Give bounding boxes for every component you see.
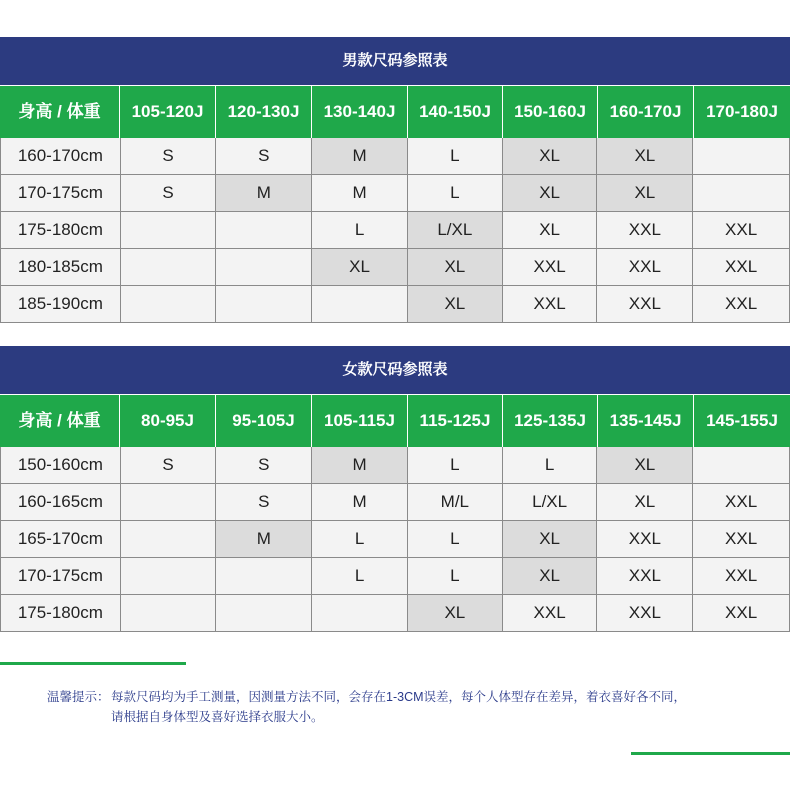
note-line-2: 请根据自身体型及喜好选择衣服大小。 [111,710,324,724]
men-header-cell: 120-130J [216,86,312,138]
table-cell: XL [408,249,503,285]
table-cell: XL [408,595,503,631]
table-cell: L [503,447,598,483]
table-cell [121,558,217,594]
table-cell: M [312,484,408,520]
table-cell [121,595,217,631]
table-cell: 160-165cm [1,484,121,520]
table-cell: 165-170cm [1,521,121,557]
table-cell: XXL [503,286,598,322]
men-size-table [0,37,790,323]
table-cell: L [408,521,503,557]
men-table-body [0,138,790,323]
table-cell: L [312,521,408,557]
table-cell: XXL [725,492,758,511]
table-cell [121,484,217,520]
table-cell [216,212,312,248]
table-cell [312,595,408,631]
table-cell [693,175,789,211]
table-row [1,138,789,175]
table-cell: 160-170cm [1,138,121,174]
table-cell [121,212,217,248]
table-cell: L/XL [503,484,598,520]
table-cell: XL [503,212,598,248]
table-cell: M/L [408,484,503,520]
women-header-cell: 135-145J [598,395,694,447]
table-cell: S [216,447,312,483]
men-table-header [0,86,790,138]
table-cell [216,249,312,285]
men-header-cell: 130-140J [312,86,408,138]
women-header-cell: 95-105J [216,395,312,447]
men-header-cell: 身高 / 体重 [0,86,120,138]
table-cell [121,286,217,322]
table-cell: XXL [597,249,693,285]
table-cell [216,286,312,322]
size-note [47,687,686,727]
table-cell [216,558,312,594]
table-cell: XXL [503,595,598,631]
men-header-cell: 160-170J [598,86,694,138]
table-row [1,447,789,484]
table-cell: 175-180cm [1,595,121,631]
table-cell: L [408,138,503,174]
table-cell: XXL [725,529,758,548]
table-cell: L [408,558,503,594]
table-cell: XXL [725,566,758,585]
table-cell: M [312,175,408,211]
table-row [1,286,789,323]
table-cell: L [312,212,408,248]
table-cell: M [216,175,312,211]
table-cell: XXL [725,603,758,622]
table-row [1,249,789,286]
table-cell: XXL [597,558,693,594]
table-cell: 175-180cm [1,212,121,248]
table-cell: XXL [725,220,758,239]
table-cell [312,286,408,322]
table-row [1,558,789,595]
table-cell: M [216,521,312,557]
women-header-cell: 125-135J [503,395,598,447]
women-header-cell: 145-155J [706,411,778,430]
women-header-cell: 80-95J [120,395,216,447]
women-header-cell: 105-115J [312,395,408,447]
table-cell: XL [503,175,598,211]
table-cell: L [408,447,503,483]
note-label: 温馨提示： [47,690,110,704]
table-cell: XL [597,484,693,520]
table-cell: L [408,175,503,211]
women-header-cell: 身高 / 体重 [0,395,120,447]
table-cell: 170-175cm [1,175,121,211]
table-cell: XL [597,138,693,174]
table-cell: XL [503,558,598,594]
women-table-header [0,395,790,447]
men-header-cell: 150-160J [503,86,598,138]
men-header-cell: 140-150J [408,86,503,138]
table-cell: 170-175cm [1,558,121,594]
table-cell: M [312,447,408,483]
table-row [1,484,789,521]
table-cell: XL [312,249,408,285]
table-cell [693,447,789,483]
table-row [1,212,789,249]
table-cell: S [121,175,217,211]
men-table-title: 男款尺码参照表 [0,37,790,86]
table-cell [216,595,312,631]
table-cell: S [121,447,217,483]
table-cell [121,249,217,285]
women-size-table [0,346,790,632]
table-cell: S [216,484,312,520]
table-row [1,521,789,558]
table-cell: L/XL [408,212,503,248]
men-header-cell: 170-180J [706,102,778,121]
table-cell: 180-185cm [1,249,121,285]
table-cell: XXL [597,212,693,248]
table-cell: XL [408,286,503,322]
table-cell: 185-190cm [1,286,121,322]
table-cell: XXL [725,294,758,313]
table-cell: XXL [725,257,758,276]
women-table-title: 女款尺码参照表 [0,346,790,395]
table-cell: XXL [503,249,598,285]
table-row [1,595,789,632]
table-cell [693,138,789,174]
men-header-cell: 105-120J [120,86,216,138]
women-table-body [0,447,790,632]
green-divider-right [631,752,790,755]
table-cell: XXL [597,521,693,557]
table-cell: XXL [597,286,693,322]
table-cell: XXL [597,595,693,631]
table-cell: XL [503,138,598,174]
table-row [1,175,789,212]
table-cell: S [121,138,217,174]
green-divider-left [0,662,186,665]
table-cell: XL [597,175,693,211]
table-cell: S [216,138,312,174]
table-cell: XL [503,521,598,557]
table-cell: 150-160cm [1,447,121,483]
table-cell: XL [597,447,693,483]
table-cell [121,521,217,557]
table-cell: L [312,558,408,594]
table-cell: M [312,138,408,174]
note-line-1: 每款尺码均为手工测量，因测量方法不同，会存在1-3CM误差，每个人体型存在差异，着衣喜好各不同， [111,690,687,704]
women-header-cell: 115-125J [408,395,503,447]
